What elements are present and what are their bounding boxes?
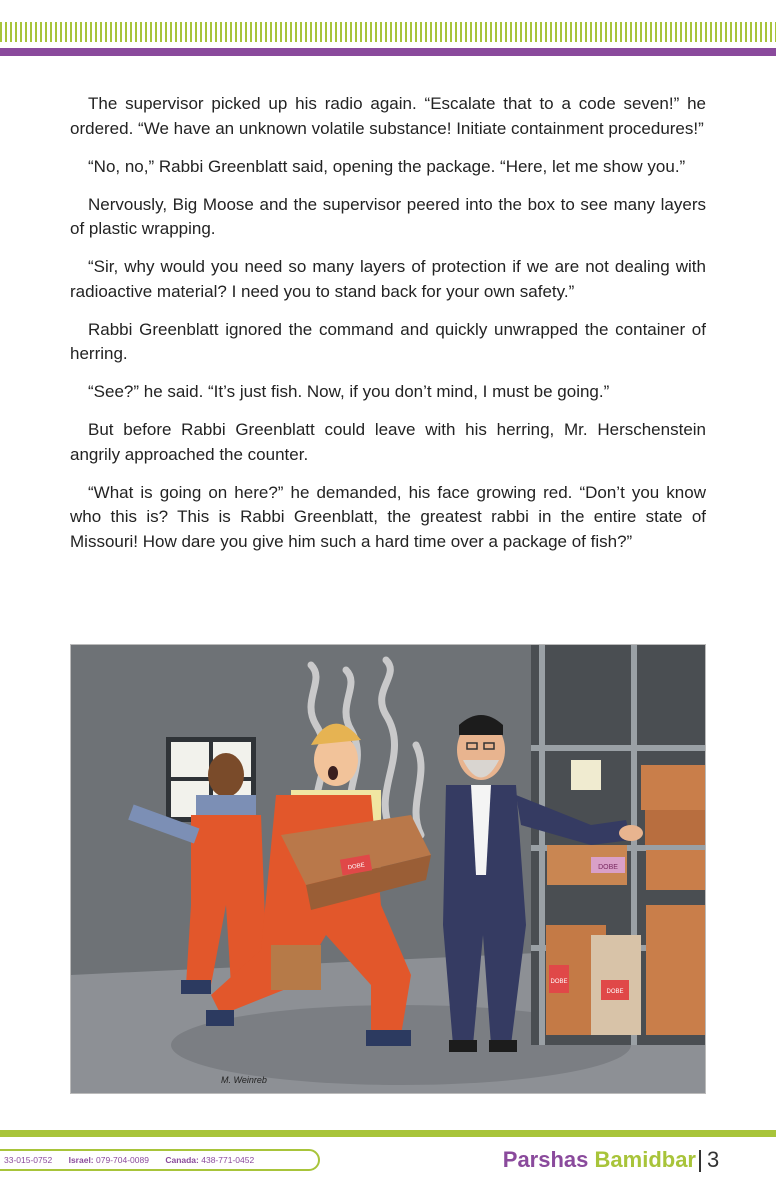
paragraph: “No, no,” Rabbi Greenblatt said, opening the package. “Here, let me show you.” bbox=[88, 156, 686, 176]
footer-title bbox=[503, 1146, 696, 1174]
box-label: DOBE bbox=[598, 864, 618, 871]
page-number: 3 bbox=[707, 1147, 720, 1172]
story-text bbox=[70, 92, 706, 568]
phone-israel: 079-704-0089 bbox=[96, 1155, 149, 1165]
paragraph: Nervously, Big Moose and the supervisor peered into the box to see many layers of plastic wrapping. bbox=[70, 194, 706, 238]
paragraph: The supervisor picked up his radio again. “Escalate that to a code seven!” he ordered. “We have an unknown volatile substance! Initiate containment procedures!” bbox=[70, 94, 706, 138]
israel-label: Israel: bbox=[68, 1155, 94, 1165]
phone-us: 33-015-0752 bbox=[4, 1155, 53, 1165]
story-illustration bbox=[70, 644, 706, 1094]
phone-canada: 438-771-0452 bbox=[201, 1155, 255, 1165]
paragraph: But before Rabbi Greenblatt could leave with his herring, Mr. Herschenstein angrily approached the counter. bbox=[70, 420, 706, 464]
footer-green-bar bbox=[0, 1130, 776, 1137]
box-label: DOBE bbox=[347, 862, 366, 872]
contact-info bbox=[0, 1149, 320, 1171]
footer-title-word1: Parshas bbox=[502, 1147, 589, 1172]
warehouse-scene bbox=[71, 645, 706, 1094]
box-label: DOBE bbox=[550, 979, 568, 985]
paragraph: “Sir, why would you need so many layers of protection if we are not dealing with radioactive material? I need you to stand back for your own safety.” bbox=[70, 257, 706, 301]
paragraph: “What is going on here?” he demanded, his face growing red. “Don’t you know who this is? This is Rabbi Greenblatt, the greatest rabbi in the entire state of Missouri! How dare you give him such a hard time over a package of fish?” bbox=[70, 482, 706, 551]
canada-label: Canada: bbox=[165, 1155, 199, 1165]
box-label: DOBE bbox=[606, 989, 624, 995]
footer-title-word2: Bamidbar bbox=[594, 1147, 696, 1172]
artist-signature: M. Weinreb bbox=[221, 1075, 267, 1085]
header-purple-bar bbox=[0, 48, 776, 56]
paragraph: “See?” he said. “It’s just fish. Now, if you don’t mind, I must be going.” bbox=[88, 382, 610, 401]
header-stripe-pattern bbox=[0, 22, 776, 42]
shelving-unit bbox=[531, 645, 706, 1045]
paragraph: Rabbi Greenblatt ignored the command and quickly unwrapped the container of herring. bbox=[70, 319, 706, 363]
footer-divider bbox=[699, 1150, 701, 1172]
